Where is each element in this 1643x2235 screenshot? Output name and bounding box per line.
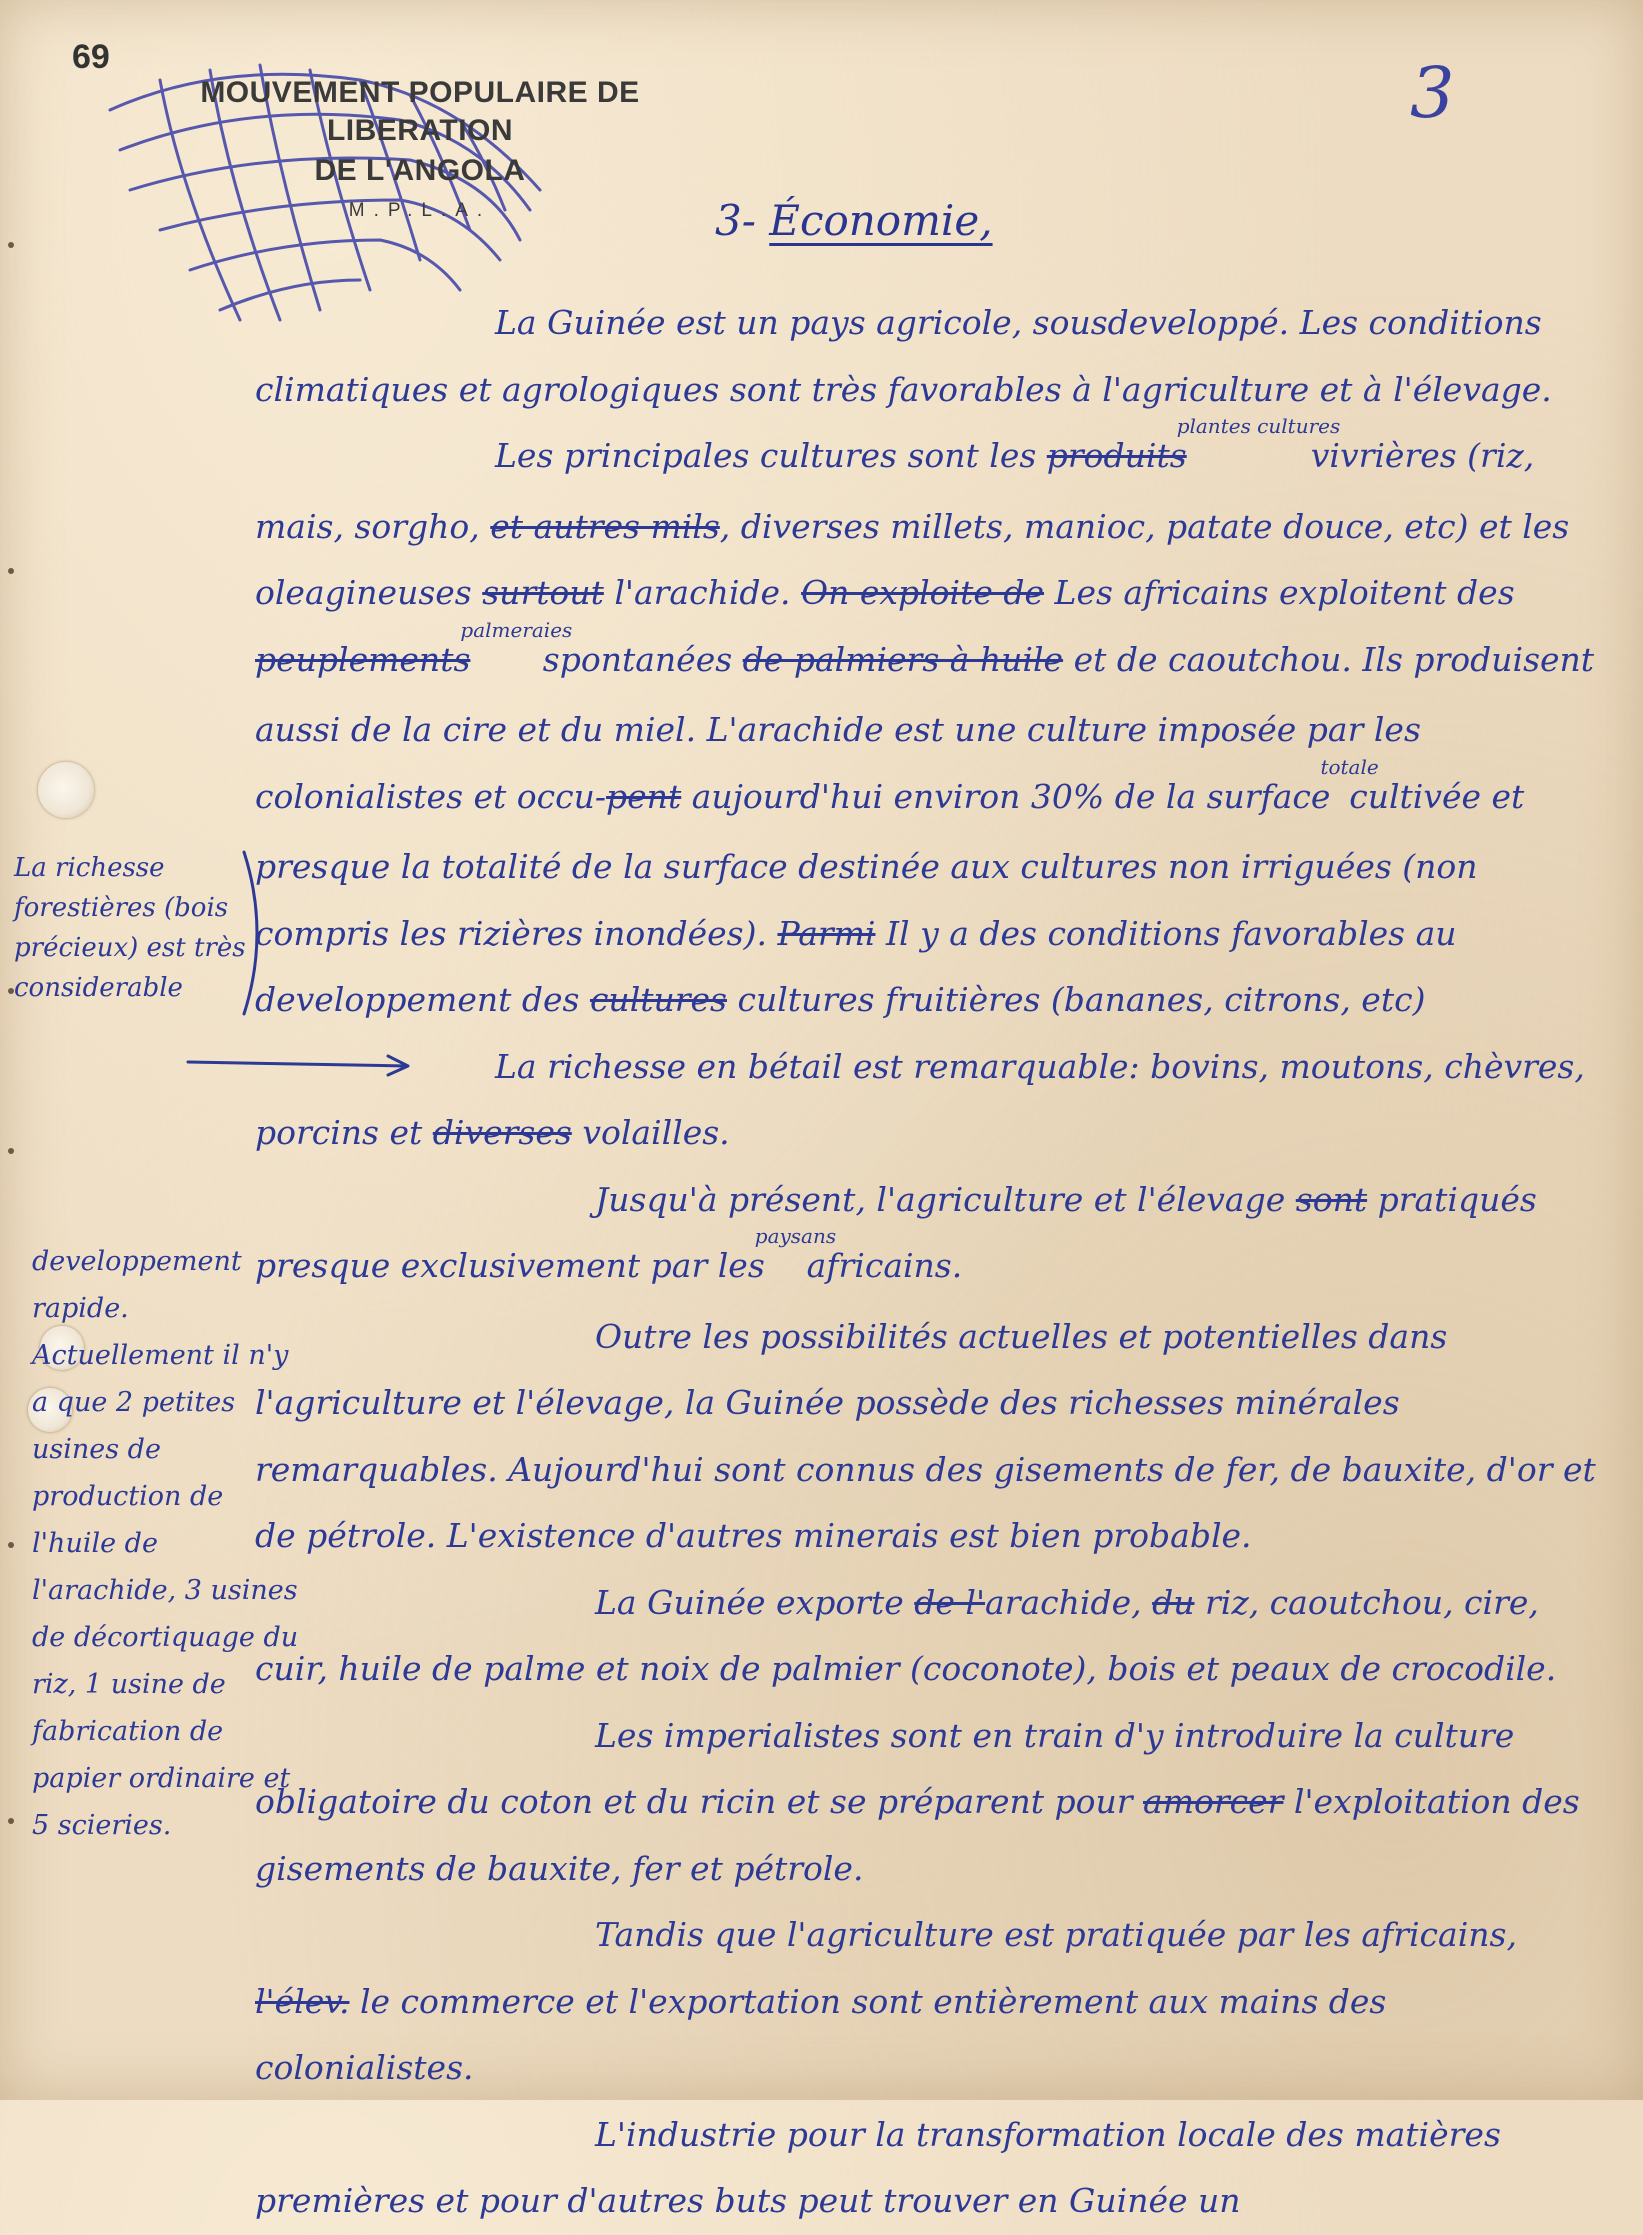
- paragraph-text: Les imperialistes sont en train d'y introduire la culture obligatoire du coton et du ricin et se préparent pour: [255, 1715, 1515, 1821]
- struck-word: produits: [1046, 436, 1187, 475]
- organization-acronym: M.P.L.A.: [348, 200, 492, 221]
- struck-word: de l': [914, 1582, 986, 1622]
- paragraph-text: La Guinée exporte: [595, 1582, 904, 1622]
- paragraph-text: pratiqués presque exclusivement par les: [255, 1179, 1537, 1285]
- paragraph-2: [255, 414, 1600, 1034]
- paragraph-3: [255, 1034, 1600, 1167]
- folio-number: 69: [72, 38, 110, 76]
- insertion-above: totale: [1320, 754, 1379, 779]
- margin-bracket: [236, 848, 276, 1018]
- binder-dot: [8, 242, 14, 248]
- binder-dot: [8, 1148, 14, 1154]
- paragraph-text: spontanées: [542, 639, 733, 679]
- struck-word: l'élev.: [255, 1981, 350, 2021]
- section-number: 3-: [715, 196, 756, 245]
- struck-word: pent: [606, 776, 682, 816]
- struck-word: surtout: [482, 573, 604, 612]
- struck-word: du: [1152, 1582, 1195, 1622]
- paragraph-text: Tandis que l'agriculture est pratiquée par les africains,: [595, 1915, 1517, 1954]
- struck-word: Parmi: [777, 913, 876, 953]
- struck-word: sont: [1295, 1179, 1368, 1219]
- paragraph-6: [255, 1570, 1600, 1703]
- binder-dot: [8, 568, 14, 574]
- insertion-above: paysans: [754, 1224, 837, 1248]
- paragraph-text: vivrières (riz, mais, sorgho,: [255, 436, 1535, 546]
- struck-word: cultures: [589, 980, 727, 1019]
- struck-word: peuplements: [255, 639, 471, 679]
- paragraph-4: [255, 1167, 1600, 1304]
- struck-word: On exploite de: [801, 573, 1045, 612]
- binder-dot: [8, 1818, 14, 1824]
- insertion-above: palmeraies: [460, 617, 573, 642]
- paragraph-text: aujourd'hui environ 30% de la surface: [691, 776, 1331, 816]
- page-number: 3: [1410, 52, 1455, 134]
- paragraph-text: Outre les possibilités actuelles et potentielles dans l'agriculture et l'élevage, la Guinée possède des richesses minérales remarquables. Aujourd'hui sont connus des gisements de fer, de bauxite, d'or et de pétrole. L'existence d'autres minerais est bien probable.: [255, 1316, 1596, 1555]
- struck-word: de palmiers à huile: [742, 639, 1064, 679]
- paragraph-text: riz, caoutchou, cire, cuir, huile de palme et noix de palmier (coconote), bois et peaux de crocodile.: [255, 1582, 1557, 1688]
- paragraph-text: l'exploitation des gisements de bauxite, fer et pétrole.: [255, 1782, 1580, 1888]
- binder-dot: [8, 1542, 14, 1548]
- organization-name: MOUVEMENT POPULAIRE DE LIBERATION: [200, 76, 640, 147]
- paragraph-text: l'arachide.: [614, 573, 791, 612]
- paragraph-text: L'industrie pour la transformation locale des matières premières et pour d'autres buts peut trouver en Guinée un: [255, 2114, 1501, 2220]
- paragraph-9: [255, 2102, 1600, 2235]
- paragraph-text: Jusqu'à présent, l'agriculture et l'élevage: [595, 1179, 1286, 1219]
- letterhead: [110, 74, 730, 222]
- struck-word: diverses: [432, 1113, 572, 1152]
- paragraph-7: [255, 1703, 1600, 1903]
- paragraph-text: La richesse en bétail est remarquable: bovins, moutons, chèvres, porcins et: [255, 1046, 1585, 1152]
- paragraph-5: [255, 1304, 1600, 1570]
- handwritten-body: [255, 290, 1600, 2235]
- paragraph-text: La Guinée est un pays agricole, sousdeveloppé. Les conditions climatiques et agrologiques sont très favorables à l'agriculture et à l'élevage.: [255, 303, 1552, 409]
- section-title: [715, 196, 993, 245]
- paragraph-text: et de caoutchou. Ils produisent aussi de la cire et du miel. L'arachide est une culture imposée par les colonialistes et occu-: [255, 639, 1595, 816]
- paragraph-text: cultivée et presque la totalité de la surface destinée aux cultures non irriguées (non compris les rizières inondées).: [255, 776, 1525, 953]
- paragraph-1: [255, 290, 1600, 423]
- struck-word: et autres mils: [490, 506, 720, 546]
- insertion-above: plantes cultures: [1176, 414, 1341, 438]
- paragraph-text: arachide,: [985, 1582, 1142, 1622]
- paragraph-text: Les principales cultures sont les: [495, 436, 1037, 475]
- margin-note-forest: La richesse forestières (bois précieux) est très considerable: [14, 853, 246, 1003]
- punch-hole: [38, 762, 94, 818]
- paragraph-text: africains.: [806, 1246, 963, 1285]
- paragraph-8: [255, 1902, 1600, 2102]
- paragraph-text: volailles.: [582, 1113, 730, 1152]
- paragraph-text: Il y a des conditions favorables au developpement des: [255, 913, 1457, 1019]
- margin-note-industry: developpement rapide. Actuellement il n'y a que 2 petites usines de production de l'huile de l'arachide, 3 usines de décortiquage du riz, 1 usine de fabrication de papier ordinaire et 5 scieries.: [32, 1246, 299, 1841]
- struck-word: amorcer: [1143, 1782, 1284, 1821]
- paragraph-text: , diverses millets, manioc, patate douce, etc) et les oleagineuses: [255, 506, 1570, 612]
- arrow-icon: [184, 1048, 414, 1078]
- paragraph-text: le commerce et l'exportation sont entièrement aux mains des colonialistes.: [255, 1981, 1387, 2087]
- paragraph-text: cultures fruitières (bananes, citrons, etc): [737, 980, 1426, 1019]
- section-heading: Économie,: [769, 196, 993, 245]
- paragraph-text: Les africains exploitent des: [1054, 573, 1515, 612]
- organization-country: DE L'ANGOLA: [314, 154, 526, 187]
